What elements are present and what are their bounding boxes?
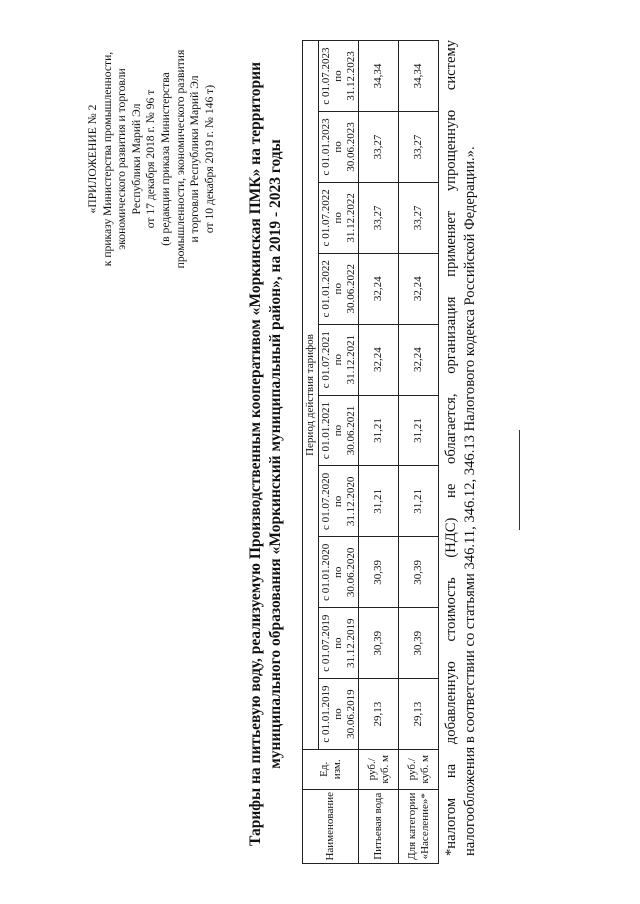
- footnote-word: на: [443, 763, 459, 779]
- appendix-line: Республики Марий Эл: [129, 103, 143, 215]
- tariff-value: 32,24: [359, 324, 399, 395]
- document-title: [246, 44, 286, 864]
- title-line-2: муниципального образования «Моркинский муниципальный район», на 2019 - 2023 годы: [267, 139, 284, 769]
- tariff-value: 29,13: [399, 679, 439, 750]
- tariff-value: 33,27: [359, 112, 399, 183]
- row-unit: руб./ куб. м: [359, 750, 399, 790]
- tariff-value: 31,21: [359, 466, 399, 537]
- table-row: [399, 41, 439, 864]
- footnote-line-1: [442, 40, 461, 856]
- appendix-line: (в редакции приказа Министерства: [158, 72, 172, 246]
- tariff-value: 34,34: [359, 41, 399, 112]
- title-line-1: Тарифы на питьевую воду, реализуемую Производственным кооперативом «Моркинская ПМК» на территории: [247, 62, 264, 846]
- header-period: Период действия тарифов: [303, 41, 319, 750]
- table-row: [359, 41, 399, 864]
- period-header-row: [318, 41, 359, 864]
- footnote-word: систему: [443, 40, 459, 91]
- tariff-value: 31,21: [399, 466, 439, 537]
- footnote-word: (НДС): [443, 517, 459, 558]
- footnote-word: упрощенную: [443, 109, 459, 192]
- period-cell: с 01.07.2019 по 31.12.2019: [318, 608, 359, 679]
- period-cell: с 01.01.2023 по 30.06.2023: [318, 112, 359, 183]
- tariff-value: 33,27: [399, 112, 439, 183]
- tariff-value: 30,39: [399, 537, 439, 608]
- footnote-word: *налогом: [443, 797, 459, 856]
- period-cell: с 01.01.2019 по 30.06.2019: [318, 679, 359, 750]
- footnote-line-2: налогообложения в соответствии со статьями 346.11, 346.12, 346.13 Налогового кодекса Российской Федерации.».: [462, 146, 478, 856]
- appendix-line: промышленности, экономического развития: [173, 49, 187, 269]
- period-cell: с 01.01.2021 по 30.06.2021: [318, 395, 359, 466]
- tariff-value: 32,24: [399, 324, 439, 395]
- period-cell: с 01.01.2022 по 30.06.2022: [318, 253, 359, 324]
- tariff-value: 32,24: [359, 253, 399, 324]
- footnote: [442, 40, 480, 856]
- tariff-value: 34,34: [399, 41, 439, 112]
- appendix-line: от 17 декабря 2018 г. № 96 т: [144, 89, 158, 229]
- tariff-value: 30,39: [359, 537, 399, 608]
- appendix-line: от 10 декабря 2019 г. № 146 т): [202, 84, 216, 234]
- tariff-value: 33,27: [359, 182, 399, 253]
- footnote-word: применяет: [443, 210, 459, 277]
- table-header-row: [303, 41, 319, 864]
- tariff-value: 32,24: [399, 253, 439, 324]
- divider-line: [519, 430, 520, 530]
- row-unit: руб./ куб. м: [399, 750, 439, 790]
- footnote-word: добавленную: [443, 661, 459, 745]
- appendix-line: и торговли Республики Марий Эл: [188, 75, 202, 243]
- appendix-line: «ПРИЛОЖЕНИЕ № 2: [86, 104, 99, 214]
- appendix-line: экономического развития и торговли: [115, 68, 129, 250]
- footnote-word: стоимость: [443, 577, 459, 642]
- tariff-value: 30,39: [399, 608, 439, 679]
- row-name: Питьевая вода: [359, 789, 399, 863]
- header-unit: Ед. изм.: [303, 750, 359, 790]
- row-name: Для категории «Население»*: [399, 789, 439, 863]
- period-cell: с 01.07.2022 по 31.12.2022: [318, 182, 359, 253]
- footnote-word: организация: [443, 296, 459, 374]
- header-name: Наименование: [303, 789, 359, 863]
- tariff-value: 30,39: [359, 608, 399, 679]
- appendix-line: к приказу Министерства промышленности,: [100, 51, 114, 267]
- footnote-word: не: [443, 483, 459, 498]
- period-cell: с 01.07.2023 по 31.12.2023: [318, 41, 359, 112]
- appendix-block: [86, 34, 217, 284]
- period-cell: с 01.01.2020 по 30.06.2020: [318, 537, 359, 608]
- period-cell: с 01.07.2020 по 31.12.2020: [318, 466, 359, 537]
- tariff-value: 33,27: [399, 182, 439, 253]
- tariff-table: [302, 40, 439, 864]
- tariff-value: 31,21: [399, 395, 439, 466]
- tariff-value: 31,21: [359, 395, 399, 466]
- tariff-value: 29,13: [359, 679, 399, 750]
- period-cell: с 01.07.2021 по 31.12.2021: [318, 324, 359, 395]
- footnote-word: облагается,: [443, 393, 459, 464]
